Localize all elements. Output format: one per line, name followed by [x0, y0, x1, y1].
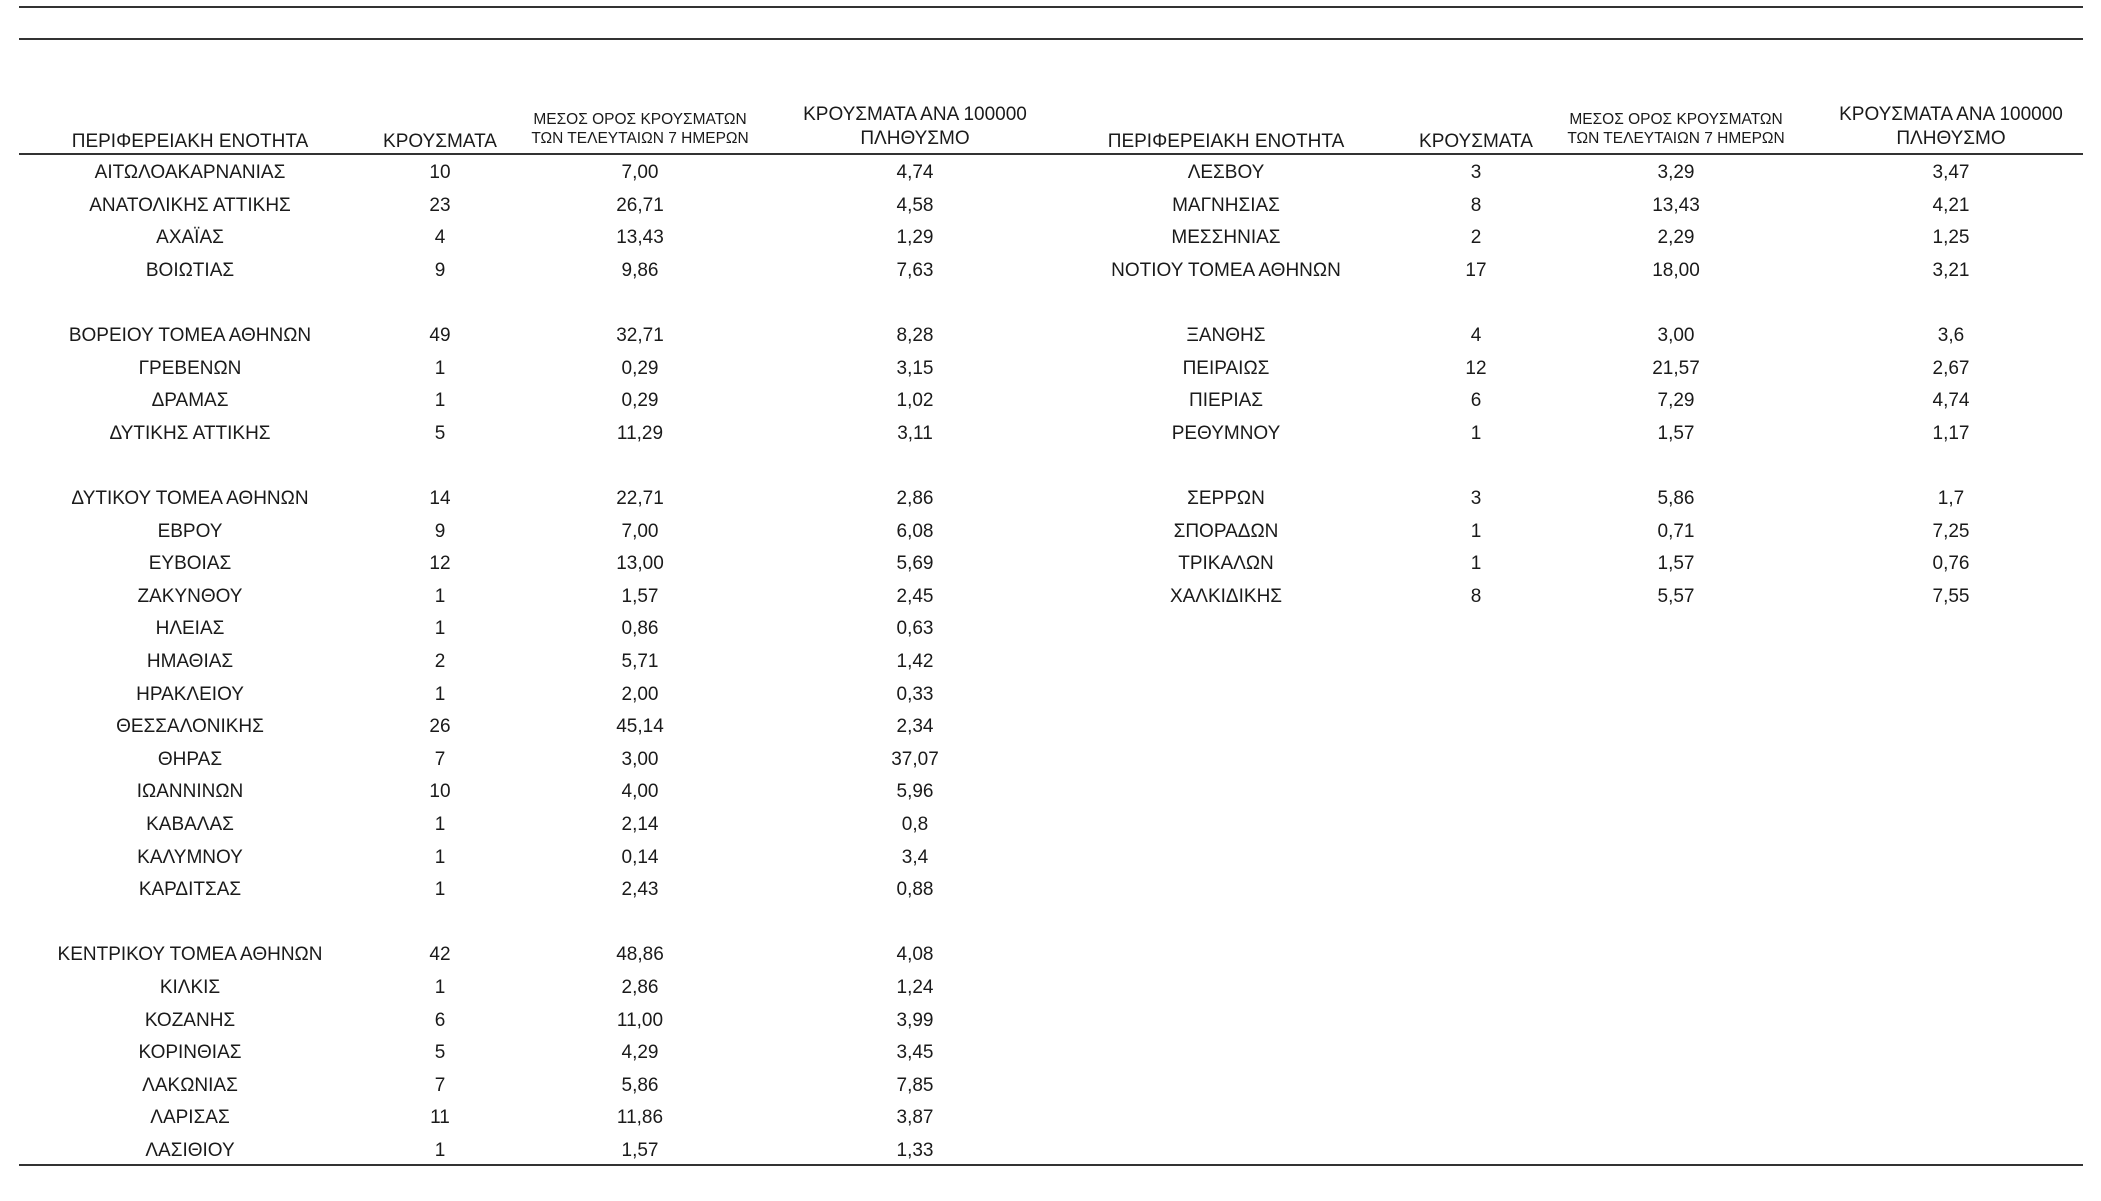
left-cell-avg: 0,86	[621, 618, 659, 640]
right-header-avg-line1: ΜΕΣΟΣ ΟΡΟΣ ΚΡΟΥΣΜΑΤΩΝ	[1569, 111, 1783, 128]
left-cell-avg: 22,71	[616, 488, 664, 509]
right-cell-region: ΜΑΓΝΗΣΙΑΣ	[1172, 194, 1280, 216]
right-cell-avg: 21,57	[1652, 357, 1700, 379]
left-cell-avg: 9,86	[621, 259, 659, 281]
left-cell-region: ΚΑΒΑΛΑΣ	[146, 814, 234, 835]
left-cell-avg: 4,00	[621, 781, 659, 803]
right-cell-region: ΡΕΘΥΜΝΟΥ	[1171, 422, 1281, 444]
right-cell-avg: 1,57	[1657, 553, 1695, 575]
right-cell-cases: 17	[1465, 259, 1487, 281]
left-cell-region: ΚΟΖΑΝΗΣ	[144, 1009, 236, 1031]
left-cell-cases: 10	[429, 781, 451, 803]
left-cell-region: ΗΛΕΙΑΣ	[155, 618, 225, 640]
left-cell-avg: 0,29	[621, 390, 659, 412]
right-cell-per100k: 2,67	[1932, 357, 1970, 379]
left-cell-region: ΚΟΡΙΝΘΙΑΣ	[138, 1042, 242, 1064]
right-cell-avg: 3,29	[1657, 162, 1695, 183]
left-cell-per100k: 37,07	[891, 748, 939, 770]
right-cell-region: ΣΠΟΡΑΔΩΝ	[1173, 520, 1279, 542]
left-cell-per100k: 5,96	[896, 781, 934, 803]
left-header-avg	[510, 110, 770, 149]
right-header-avg-line2: ΤΩΝ ΤΕΛΕΥΤΑΙΩΝ 7 ΗΜΕΡΩΝ	[1567, 130, 1785, 148]
left-cell-cases: 1	[434, 390, 446, 412]
left-cell-avg: 3,00	[621, 748, 659, 770]
left-cell-avg: 4,29	[621, 1042, 659, 1064]
right-cell-region: ΤΡΙΚΑΛΩΝ	[1178, 553, 1274, 575]
left-cell-cases: 1	[434, 846, 446, 868]
left-cell-cases: 11	[430, 1107, 450, 1129]
left-cell-avg: 1,57	[621, 1140, 659, 1161]
left-cell-cases: 1	[434, 977, 446, 998]
right-cell-region: ΠΙΕΡΙΑΣ	[1188, 390, 1264, 412]
right-cell-avg: 5,57	[1657, 585, 1695, 607]
left-cell-region: ΚΕΝΤΡΙΚΟΥ ΤΟΜΕΑ ΑΘΗΝΩΝ	[57, 944, 323, 966]
left-cell-avg: 5,86	[621, 1074, 659, 1096]
right-cell-per100k: 0,76	[1932, 553, 1970, 575]
left-cell-cases: 5	[434, 1042, 446, 1064]
left-header-avg-line2: ΤΩΝ ΤΕΛΕΥΤΑΙΩΝ 7 ΗΜΕΡΩΝ	[531, 130, 749, 148]
left-cell-per100k: 1,24	[896, 977, 934, 998]
left-cell-region: ΓΡΕΒΕΝΩΝ	[138, 357, 242, 379]
right-cell-cases: 12	[1465, 357, 1487, 379]
left-cell-region: ΔΥΤΙΚΗΣ ΑΤΤΙΚΗΣ	[109, 422, 271, 444]
left-cell-region: ΘΕΣΣΑΛΟΝΙΚΗΣ	[116, 716, 264, 738]
left-cell-cases: 1	[434, 683, 446, 705]
right-cell-cases: 3	[1470, 488, 1482, 509]
left-cell-avg: 45,14	[616, 716, 664, 738]
right-cell-avg: 7,29	[1657, 390, 1695, 412]
left-cell-avg: 0,29	[621, 357, 659, 379]
top-rule-1	[19, 6, 2083, 8]
left-cell-per100k: 1,33	[896, 1140, 934, 1161]
right-cell-cases: 8	[1470, 585, 1482, 607]
left-cell-region: ΛΑΣΙΘΙΟΥ	[145, 1140, 235, 1161]
left-cell-per100k: 8,28	[896, 325, 934, 346]
left-cell-per100k: 7,63	[896, 259, 934, 281]
right-cell-region: ΜΕΣΣΗΝΙΑΣ	[1171, 227, 1281, 249]
right-header-cases: ΚΡΟΥΣΜΑΤΑ	[1419, 131, 1533, 152]
left-cell-region: ΚΑΡΔΙΤΣΑΣ	[138, 879, 242, 901]
right-header-region: ΠΕΡΙΦΕΡΕΙΑΚΗ ΕΝΟΤΗΤΑ	[1107, 131, 1345, 152]
left-cell-cases: 1	[434, 879, 446, 901]
left-cell-per100k: 6,08	[896, 520, 934, 542]
left-cell-cases: 14	[429, 488, 451, 509]
left-cell-avg: 2,86	[621, 977, 659, 998]
left-cell-cases: 4	[434, 227, 446, 249]
left-cell-region: ΔΥΤΙΚΟΥ ΤΟΜΕΑ ΑΘΗΝΩΝ	[71, 488, 309, 509]
left-cell-avg: 32,71	[616, 325, 664, 346]
left-cell-cases: 26	[429, 716, 451, 738]
right-cell-cases: 1	[1470, 553, 1482, 575]
right-cell-region: ΛΕΣΒΟΥ	[1187, 162, 1265, 183]
left-cell-avg: 0,14	[621, 846, 659, 868]
left-cell-per100k: 4,74	[896, 162, 934, 183]
left-cell-avg: 48,86	[616, 944, 664, 966]
right-cell-avg: 0,71	[1657, 520, 1695, 542]
left-cell-per100k: 0,33	[896, 683, 934, 705]
left-cell-avg: 26,71	[616, 194, 664, 216]
right-cell-per100k: 7,55	[1932, 585, 1970, 607]
left-cell-avg: 2,00	[621, 683, 659, 705]
left-cell-cases: 2	[434, 651, 446, 672]
right-cell-region: ΣΕΡΡΩΝ	[1187, 488, 1265, 509]
right-cell-per100k: 3,47	[1932, 162, 1970, 183]
left-cell-cases: 9	[434, 259, 446, 281]
left-cell-avg: 11,00	[616, 1009, 664, 1031]
right-cell-region: ΧΑΛΚΙΔΙΚΗΣ	[1169, 585, 1283, 607]
right-header-per100k-line2: ΠΛΗΘΥΣΜΟ	[1896, 127, 2006, 149]
left-cell-cases: 10	[429, 162, 451, 183]
left-cell-per100k: 1,42	[896, 651, 934, 672]
right-cell-per100k: 1,17	[1932, 422, 1970, 444]
left-cell-cases: 6	[434, 1009, 446, 1031]
right-cell-avg: 1,57	[1657, 422, 1695, 444]
left-cell-region: ΘΗΡΑΣ	[157, 748, 223, 770]
right-cell-cases: 4	[1470, 325, 1482, 346]
left-cell-cases: 42	[429, 944, 451, 966]
left-cell-per100k: 0,88	[896, 879, 934, 901]
left-cell-cases: 1	[434, 814, 446, 835]
left-cell-avg: 7,00	[621, 520, 659, 542]
right-cell-avg: 13,43	[1652, 194, 1700, 216]
left-cell-per100k: 2,34	[896, 716, 934, 738]
left-cell-avg: 1,57	[621, 585, 659, 607]
left-cell-cases: 7	[434, 748, 446, 770]
left-cell-region: ΚΑΛΥΜΝΟΥ	[137, 846, 243, 868]
right-cell-per100k: 1,7	[1937, 488, 1965, 509]
left-cell-region: ΗΡΑΚΛΕΙΟΥ	[136, 683, 244, 705]
left-cell-region: ΑΙΤΩΛΟΑΚΑΡΝΑΝΙΑΣ	[94, 162, 286, 183]
left-cell-per100k: 7,85	[896, 1074, 934, 1096]
right-header-avg	[1546, 110, 1806, 149]
right-cell-cases: 6	[1470, 390, 1482, 412]
left-cell-avg: 13,00	[616, 553, 664, 575]
left-cell-avg: 13,43	[616, 227, 664, 249]
left-cell-cases: 5	[434, 422, 446, 444]
right-cell-avg: 3,00	[1657, 325, 1695, 346]
right-cell-region: ΞΑΝΘΗΣ	[1186, 325, 1266, 346]
bottom-rule	[19, 1164, 2083, 1166]
left-cell-per100k: 3,45	[896, 1042, 934, 1064]
left-cell-per100k: 3,99	[896, 1009, 934, 1031]
right-cell-avg: 5,86	[1657, 488, 1695, 509]
left-cell-cases: 23	[429, 194, 451, 216]
left-cell-region: ΕΒΡΟΥ	[157, 520, 223, 542]
right-header-per100k-line1: ΚΡΟΥΣΜΑΤΑ ΑΝΑ 100000	[1839, 104, 2063, 125]
right-cell-cases: 8	[1470, 194, 1482, 216]
right-cell-avg: 18,00	[1652, 259, 1700, 281]
left-cell-per100k: 3,11	[897, 422, 933, 444]
left-cell-avg: 2,43	[621, 879, 659, 901]
left-cell-per100k: 5,69	[896, 553, 934, 575]
left-header-avg-line1: ΜΕΣΟΣ ΟΡΟΣ ΚΡΟΥΣΜΑΤΩΝ	[533, 111, 747, 128]
left-cell-cases: 9	[434, 520, 446, 542]
left-cell-per100k: 0,63	[896, 618, 934, 640]
right-cell-cases: 1	[1470, 422, 1482, 444]
top-rule-2	[19, 38, 2083, 40]
left-cell-region: ΕΥΒΟΙΑΣ	[148, 553, 232, 575]
left-cell-region: ΚΙΛΚΙΣ	[159, 977, 221, 998]
left-cell-avg: 11,86	[616, 1107, 664, 1129]
right-header-per100k	[1806, 103, 2096, 151]
right-cell-region: ΝΟΤΙΟΥ ΤΟΜΕΑ ΑΘΗΝΩΝ	[1111, 259, 1341, 281]
right-cell-cases: 2	[1470, 227, 1482, 249]
right-cell-cases: 3	[1470, 162, 1482, 183]
left-cell-per100k: 4,08	[896, 944, 934, 966]
left-cell-cases: 1	[434, 618, 446, 640]
right-cell-per100k: 3,6	[1937, 325, 1965, 346]
right-cell-per100k: 1,25	[1932, 227, 1970, 249]
left-cell-region: ΗΜΑΘΙΑΣ	[146, 651, 234, 672]
left-cell-per100k: 1,29	[896, 227, 934, 249]
left-header-per100k-line1: ΚΡΟΥΣΜΑΤΑ ΑΝΑ 100000	[803, 104, 1027, 125]
right-cell-per100k: 4,21	[1932, 194, 1970, 216]
left-cell-cases: 12	[429, 553, 451, 575]
left-cell-region: ΛΑΚΩΝΙΑΣ	[142, 1074, 238, 1096]
left-cell-avg: 5,71	[621, 651, 659, 672]
left-cell-region: ΑΝΑΤΟΛΙΚΗΣ ΑΤΤΙΚΗΣ	[89, 194, 291, 216]
left-cell-per100k: 4,58	[896, 194, 934, 216]
left-cell-region: ΖΑΚΥΝΘΟΥ	[137, 585, 243, 607]
left-header-per100k	[770, 103, 1060, 151]
right-cell-cases: 1	[1470, 520, 1482, 542]
left-cell-per100k: 1,02	[896, 390, 934, 412]
left-cell-avg: 11,29	[616, 422, 664, 444]
left-cell-per100k: 3,15	[896, 357, 934, 379]
left-cell-avg: 2,14	[621, 814, 659, 835]
left-cell-cases: 49	[429, 325, 451, 346]
left-header-per100k-line2: ΠΛΗΘΥΣΜΟ	[860, 127, 970, 149]
right-cell-region: ΠΕΙΡΑΙΩΣ	[1182, 357, 1270, 379]
left-cell-per100k: 3,87	[896, 1107, 934, 1129]
left-cell-cases: 1	[434, 357, 446, 379]
right-cell-per100k: 7,25	[1932, 520, 1970, 542]
left-cell-cases: 7	[434, 1074, 446, 1096]
left-cell-region: ΛΑΡΙΣΑΣ	[150, 1107, 230, 1129]
right-cell-per100k: 3,21	[1932, 259, 1970, 281]
right-cell-per100k: 4,74	[1932, 390, 1970, 412]
left-cell-cases: 1	[434, 1140, 446, 1161]
left-cell-per100k: 2,45	[896, 585, 934, 607]
left-cell-region: ΒΟΡΕΙΟΥ ΤΟΜΕΑ ΑΘΗΝΩΝ	[68, 325, 312, 346]
left-cell-region: ΒΟΙΩΤΙΑΣ	[145, 259, 235, 281]
left-cell-region: ΔΡΑΜΑΣ	[151, 390, 229, 412]
left-cell-avg: 7,00	[621, 162, 659, 183]
left-cell-per100k: 3,4	[901, 846, 929, 868]
left-cell-region: ΑΧΑΪΑΣ	[156, 227, 224, 249]
left-cell-per100k: 0,8	[901, 814, 929, 835]
left-header-region: ΠΕΡΙΦΕΡΕΙΑΚΗ ΕΝΟΤΗΤΑ	[71, 131, 309, 152]
left-header-cases: ΚΡΟΥΣΜΑΤΑ	[383, 131, 497, 152]
left-cell-cases: 1	[434, 585, 446, 607]
right-cell-avg: 2,29	[1657, 227, 1695, 249]
left-cell-per100k: 2,86	[896, 488, 934, 509]
left-cell-region: ΙΩΑΝΝΙΝΩΝ	[136, 781, 244, 803]
